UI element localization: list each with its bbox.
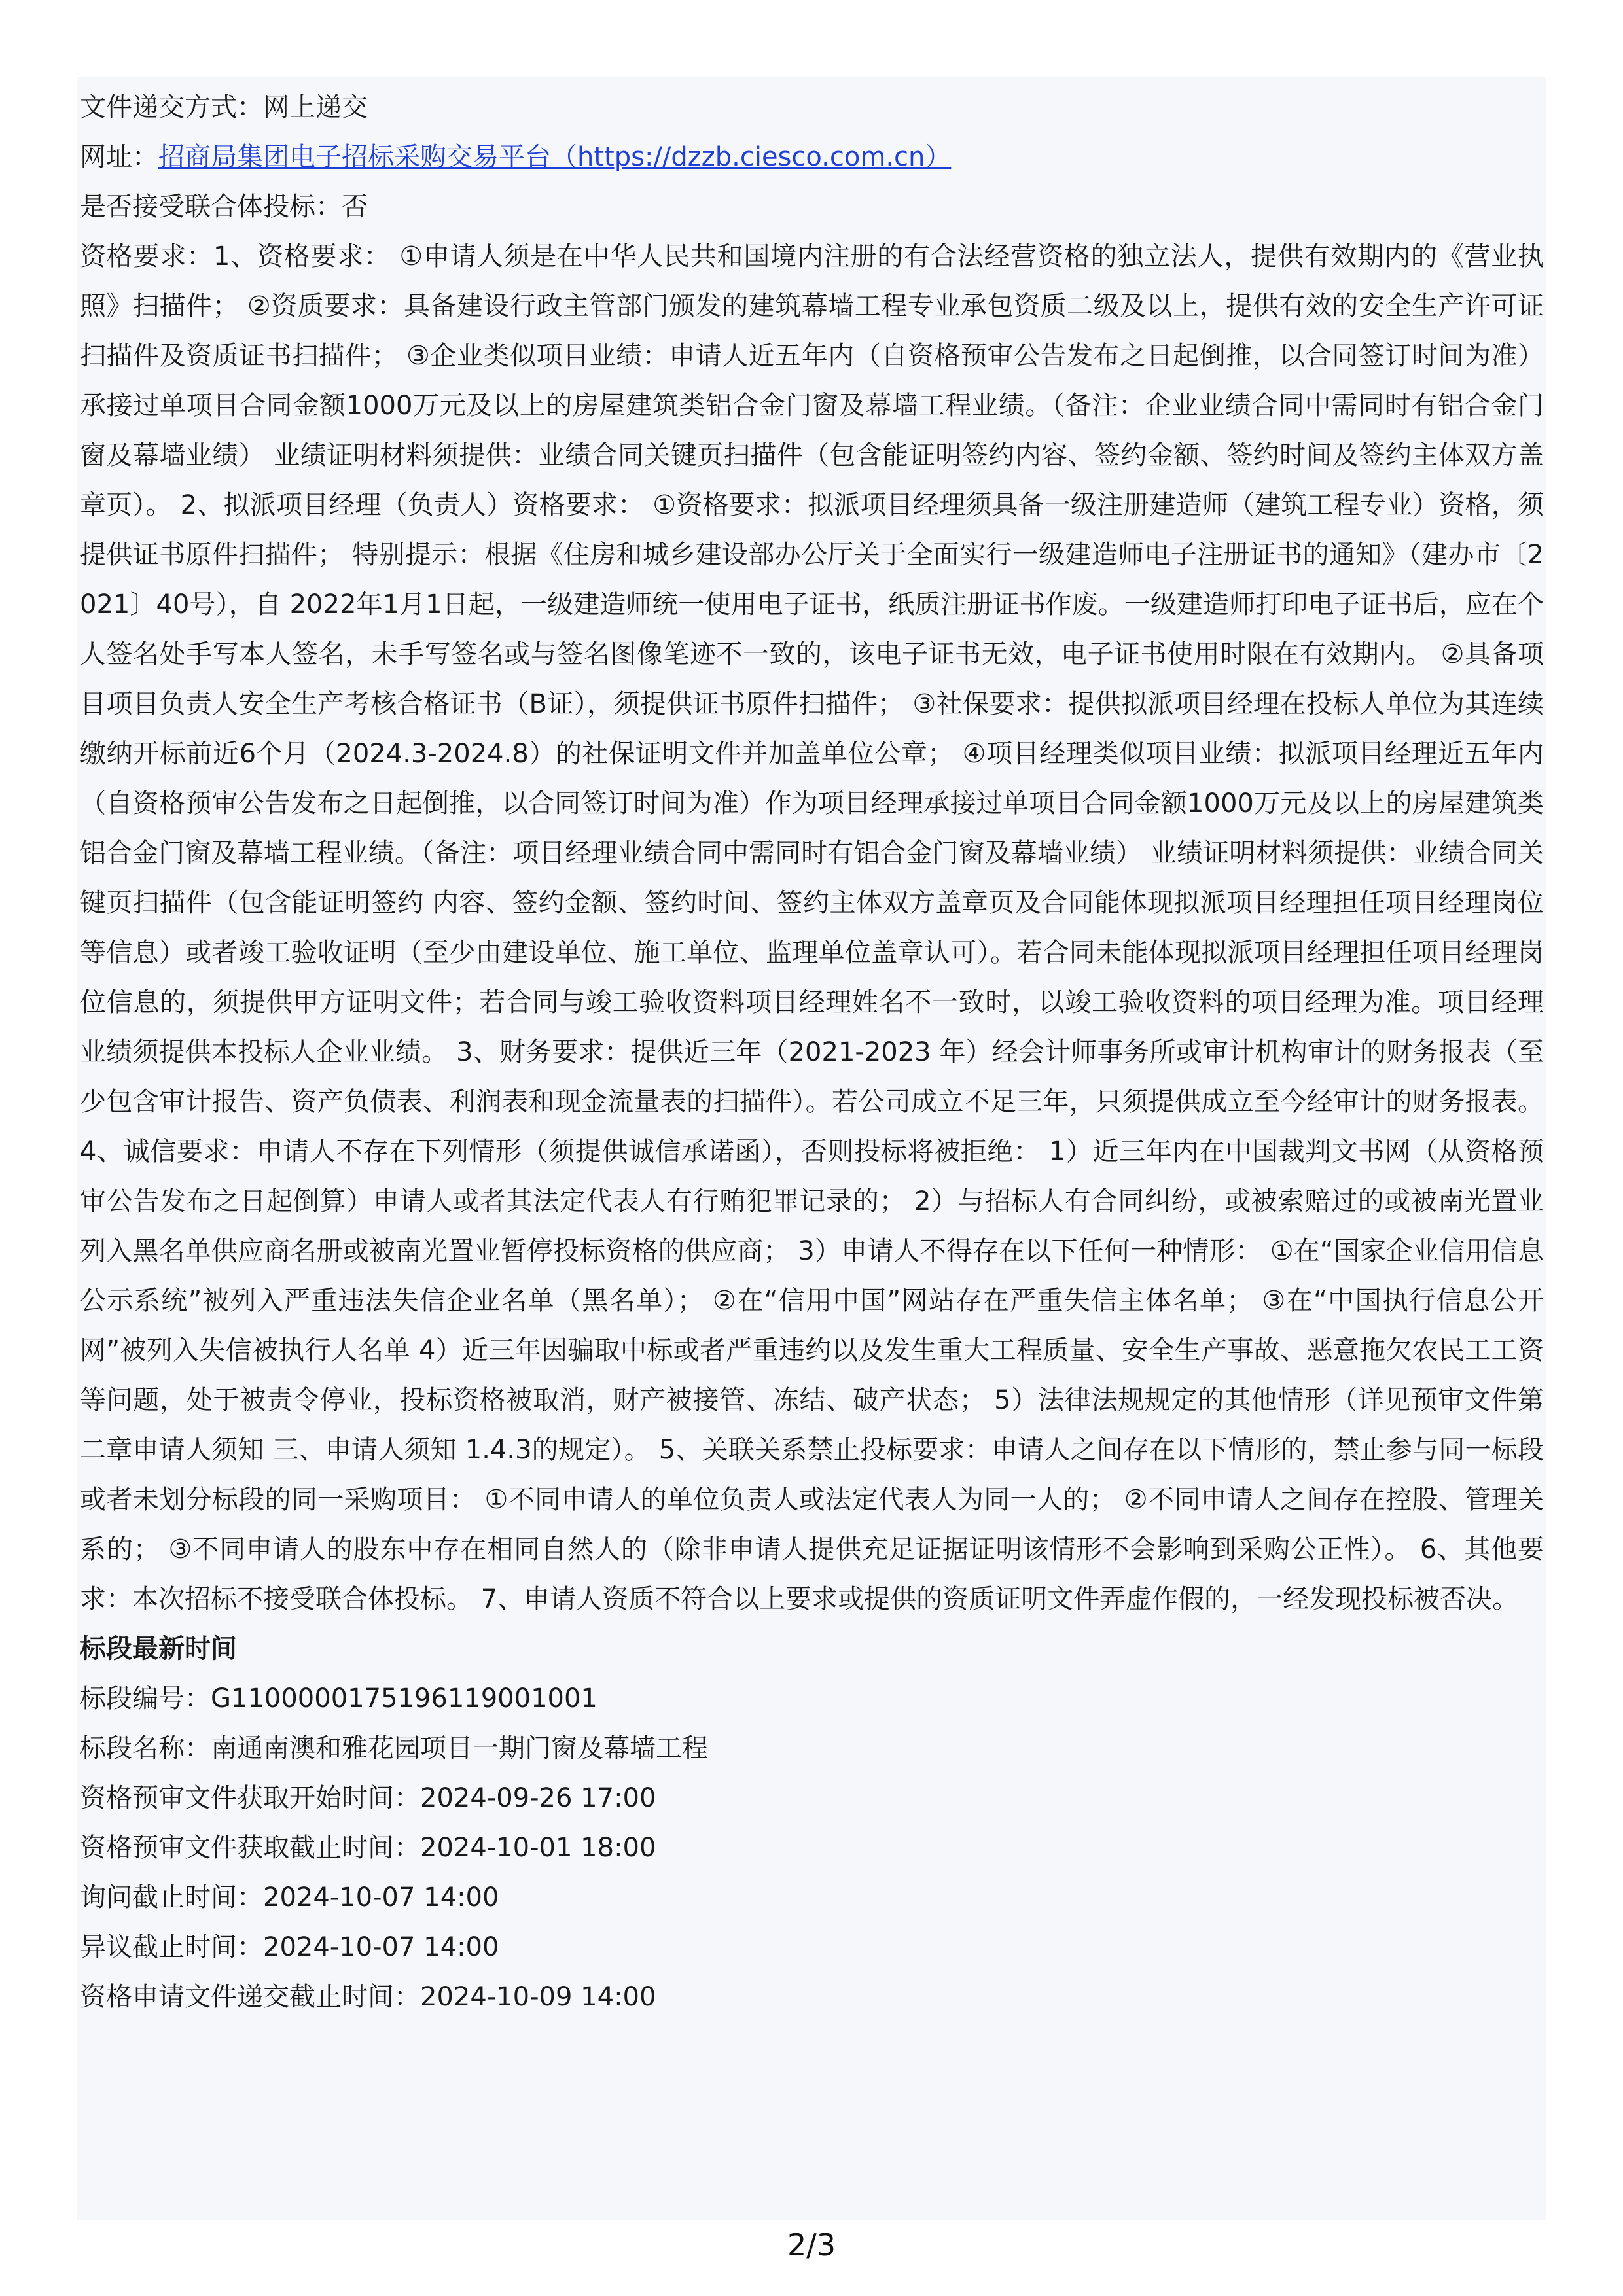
section-heading: 标段最新时间 [80,1634,237,1664]
inquiry-deadline-row: 询问截止时间：2024-10-07 14:00 [80,1882,499,1913]
doc-obtain-start-row: 资格预审文件获取开始时间：2024-09-26 17:00 [80,1783,656,1813]
submission-method: 文件递交方式：网上递交 [80,92,368,122]
doc-obtain-end-row: 资格预审文件获取截止时间：2024-10-01 18:00 [80,1833,656,1863]
consortium-row: 是否接受联合体投标：否 [80,192,368,222]
website-row [80,132,1544,182]
page-number: 2/3 [787,2227,836,2263]
platform-link[interactable]: 招商局集团电子招标采购交易平台（https://dzzb.ciesco.com.cn） [158,142,952,172]
section-id-row: 标段编号：G1100000175196119001001 [80,1684,597,1714]
section-name-row: 标段名称：南通南澳和雅花园项目一期门窗及幕墙工程 [80,1733,708,1763]
content-panel [77,77,1546,2220]
qualification-requirements: 资格要求：1、资格要求： ①申请人须是在中华人民共和国境内注册的有合法经营资格的独立法人，提供有效期内的《营业执照》扫描件； ②资质要求：具备建设行政主管部门颁发的建筑幕墙工程专业承包资质二级及以上，提供有效的安全生产许可证扫描件及资质证书扫描件； ③企业类似项目业绩：申请人近五年内（自资格预审公告发布之日起倒推，以合同签订时间为准）承接过单项目合同金额1000万元及以上的房屋建筑类铝合金门窗及幕墙工程业绩。（备注：企业业绩合同中需同时有铝合金门窗及幕墙业绩） 业绩证明材料须提供：业绩合同关键页扫描件（包含能证明签约内容、签约金额、签约时间及签约主体双方盖章页）。 2、拟派项目经理（负责人）资格要求： ①资格要求：拟派项目经理须具备一级注册建造师（建筑工程专业）资格，须提供证书原件扫描件； 特别提示：根据《住房和城乡建设部办公厅关于全面实行一级建造师电子注册证书的通知》（建办市〔2021〕40号），自 2022年1月1日起，一级建造师统一使用电子证书，纸质注册证书作废。一级建造师打印电子证书后，应在个人签名处手写本人签名，未手写签名或与签名图像笔迹不一致的，该电子证书无效，电子证书使用时限在有效期内。 ②具备项目项目负责人安全生产考核合格证书（B证），须提供证书原件扫描件； ③社保要求：提供拟派项目经理在投标人单位为其连续缴纳开标前近6个月（2024.3-2024.8）的社保证明文件并加盖单位公章； ④项目经理类似项目业绩：拟派项目经理近五年内（自资格预审公告发布之日起倒推，以合同签订时间为准）作为项目经理承接过单项目合同金额1000万元及以上的房屋建筑类铝合金门窗及幕墙工程业绩。（备注：项目经理业绩合同中需同时有铝合金门窗及幕墙业绩） 业绩证明材料须提供：业绩合同关键页扫描件（包含能证明签约 内容、签约金额、签约时间、签约主体双方盖章页及合同能体现拟派项目经理担任项目经理岗位等信息）或者竣工验收证明（至少由建设单位、施工单位、监理单位盖章认可）。若合同未能体现拟派项目经理担任项目经理岗位信息的，须提供甲方证明文件；若合同与竣工验收资料项目经理姓名不一致时，以竣工验收资料的项目经理为准。项目经理业绩须提供本投标人企业业绩。 3、财务要求：提供近三年（2021-2023 年）经会计师事务所或审计机构审计的财务报表（至少包含审计报告、资产负债表、利润表和现金流量表的扫描件）。若公司成立不足三年，只须提供成立至今经审计的财务报表。 4、诚信要求：申请人不存在下列情形（须提供诚信承诺函），否则投标将被拒绝： 1）近三年内在中国裁判文书网（从资格预审公告发布之日起倒算）申请人或者其法定代表人有行贿犯罪记录的； 2）与招标人有合同纠纷，或被索赔过的或被南光置业列入黑名单供应商名册或被南光置业暂停投标资格的供应商； 3）申请人不得存在以下任何一种情形： ①在“国家企业信用信息公示系统”被列入严重违法失信企业名单（黑名单）； ②在“信用中国”网站存在严重失信主体名单； ③在“中国执行信息公开网”被列入失信被执行人名单 4）近三年因骗取中标或者严重违约以及发生重大工程质量、安全生产事故、恶意拖欠农民工工资等问题，处于被责令停业，投标资格被取消，财产被接管、冻结、破产状态； 5）法律法规规定的其他情形（详见预审文件第二章申请人须知 三、申请人须知 1.4.3的规定）。 5、关联关系禁止投标要求：申请人之间存在以下情形的，禁止参与同一标段或者未划分标段的同一采购项目： ①不同申请人的单位负责人或法定代表人为同一人的； ②不同申请人之间存在控股、管理关系的； ③不同申请人的股东中存在相同自然人的（除非申请人提供充足证据证明该情形不会影响到采购公正性）。 6、其他要求：本次招标不接受联合体投标。 7、申请人资质不符合以上要求或提供的资质证明文件弄虚作假的，一经发现投标被否决。 [80,241,1544,1614]
submission-deadline-row: 资格申请文件递交截止时间：2024-10-09 14:00 [80,1982,656,2012]
website-label: 网址： [80,142,158,172]
objection-deadline-row: 异议截止时间：2024-10-07 14:00 [80,1932,499,1962]
